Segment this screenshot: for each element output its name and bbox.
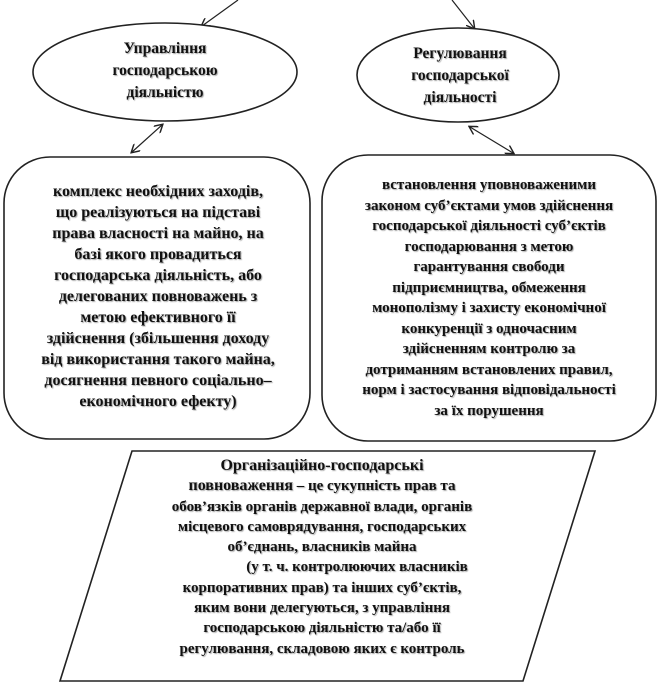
powers-line: яким вони делегуються, з управління [193,600,451,617]
ellipse-management-text [60,38,270,104]
parallelogram-powers-text [112,456,532,659]
powers-line: обов’язків органів державної влади, органів [171,498,473,515]
powers-line: господарською діяльністю та/або її [203,620,441,637]
powers-term-rest: – це сукупність прав та [293,478,456,495]
box-management-line: метою ефективного її [80,309,236,326]
ellipse-regulation-line: діяльності [423,89,497,106]
ellipse-regulation-line: Регулювання [413,45,507,62]
box-management-line: економічного ефекту) [79,393,237,410]
ellipse-regulation-line: господарської [411,67,509,84]
box-regulation-line: норм і застосування відповідальності [362,382,616,398]
box-regulation-line: дотриманням встановлених правил, [365,361,613,378]
box-management-line: базі якого провадиться [74,246,242,263]
box-regulation-line: монополізму і захисту економічної [372,300,606,316]
powers-term-line [112,476,532,496]
box-management-line: від використання такого майна, [41,351,275,368]
ellipse-management-line: діяльністю [126,84,204,101]
ellipse-management-line: Управління [123,40,207,57]
arrow-top-right [452,0,474,28]
arrow-regulation-to-box [470,127,513,153]
powers-line: (у т. ч. контролюючих власників [246,559,468,576]
powers-line: об’єднань, власників майна [227,539,417,556]
arrow-top-left [202,0,238,26]
powers-line: місцевого самоврядування, господарських [177,518,467,535]
box-management-line: делегованих повноважень з [58,288,258,305]
box-management-line: досягнення певного соціально– [44,372,272,389]
arrow-management-to-box [132,125,162,152]
powers-line: корпоративних прав) та інших суб’єктів, [182,579,462,596]
box-regulation-line: конкуренції з одночасним [401,320,577,337]
box-regulation-line: за їх порушення [434,402,544,419]
box-management-line: права власності на майно, на [52,225,264,242]
box-management-line: господарська діяльність, або [54,267,262,284]
ellipse-management-line: господарською [112,62,218,79]
powers-line: регулювання, складовою яких є контроль [179,640,465,657]
box-regulation-line: здійсненням контролю за [402,341,576,357]
box-regulation-line: гарантування свободи [413,259,565,275]
box-regulation-line: господарської діяльності суб’єктів [372,218,606,234]
box-management-text [14,181,302,412]
box-regulation-line: законом суб’єктами умов здійснення [364,197,614,214]
box-management-line: здійснення (збільшення доходу [46,330,270,347]
box-management-line: що реалізуються на підставі [55,204,261,221]
box-management-line: комплекс необхідних заходів, [52,183,264,200]
box-regulation-line: встановлення уповноваженими [381,177,597,193]
powers-title: Організаційно-господарські [220,457,424,474]
powers-term: повноваження [188,477,293,495]
box-regulation-text [330,175,648,421]
box-regulation-line: підприємництва, обмеження [392,279,586,296]
ellipse-regulation-text [380,43,540,109]
box-regulation-line: господарювання з метою [404,238,574,255]
